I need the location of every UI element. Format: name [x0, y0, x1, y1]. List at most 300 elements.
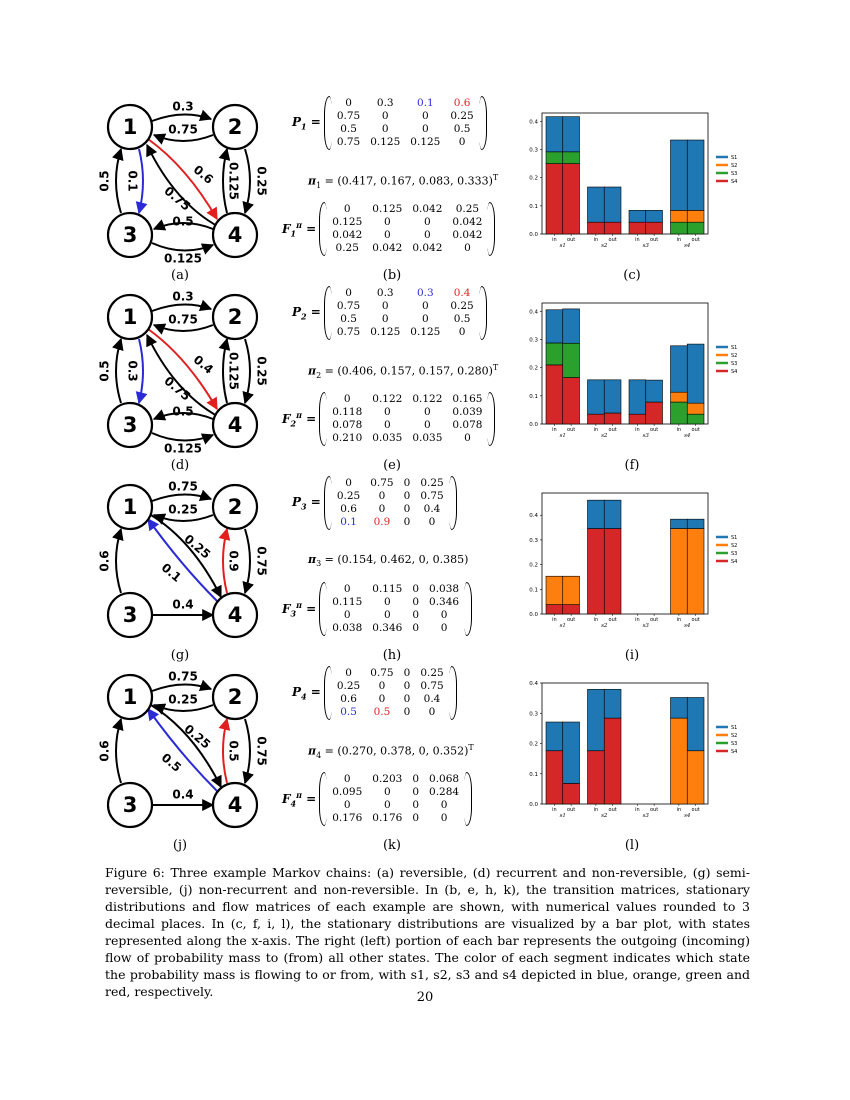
matrix-cell: 0 — [421, 110, 429, 122]
svg-text:S2: S2 — [731, 353, 738, 359]
matrix-cell: 0.5 — [453, 313, 471, 325]
edge-label-1-3: 0.1 — [125, 170, 140, 192]
bar-segment — [588, 689, 605, 750]
bar-segment — [546, 722, 563, 751]
subfigure-label: (d) — [170, 458, 190, 473]
figure-caption: Figure 6: Three example Markov chains: (a) reversible, (d) recurrent and non-reversible, (g) semi-reversible, (j) non-recurrent and non-reversible. In (b, e, h, k), the transition matrices, stationary distributions and flow matrices of each example are shown, with numerical values rounded to 3 decimal places. In (c, f, i, l), the stationary distributions are visualized by a bar plot, with states represented along the x-axis. The right (left) portion of each bar represents the outgoing (incoming) flow of probability mass to (from) all other states. The color of each segment indicates which state the probability mass is flowing to or from, with s1, s2, s3 and s4 depicted in blue, orange, green and red, respectively. — [105, 865, 750, 999]
bar-segment — [546, 117, 563, 152]
svg-text:2: 2 — [227, 685, 243, 709]
matrix-cell: 0 — [440, 609, 448, 621]
matrix-cell: 0.125 — [370, 136, 401, 148]
matrix-cell: 0 — [383, 406, 391, 418]
svg-text:S3: S3 — [731, 741, 738, 747]
stationary-distribution: $\pi_3 = (0.154$, 0.462, 0, 0.385) — [308, 553, 469, 569]
matrix-cell: 0.118 — [332, 406, 363, 418]
bar-segment — [588, 500, 605, 528]
matrix-cell: 0 — [464, 242, 471, 254]
matrix-cell: 0 — [424, 419, 431, 431]
matrix-cell: 0.25 — [335, 242, 359, 254]
matrix-cell: 0.122 — [372, 393, 403, 405]
matrix-cell: 0 — [383, 419, 391, 431]
matrix-cell: 0 — [428, 706, 436, 718]
x-category-label: s4 — [684, 813, 691, 819]
bar-segment — [563, 378, 580, 424]
state-node-2 — [213, 105, 257, 149]
edge-1-2 — [152, 114, 211, 121]
bar-side-label: in — [676, 807, 682, 813]
edge-4-1 — [148, 519, 217, 601]
matrix-cell: 0.122 — [412, 393, 443, 405]
matrix-cell: 0.068 — [429, 773, 460, 785]
stationary-distribution: $\pi_4 = (0.270$, 0.378, 0, 0.352)$^T$ — [308, 743, 474, 760]
y-tick-label: 0.4 — [529, 513, 538, 520]
bar-segment — [671, 519, 688, 528]
edge-label-1-4: 0.25 — [181, 721, 214, 752]
y-tick-label: 0.0 — [529, 232, 538, 238]
matrix-cell: 0.5 — [373, 706, 391, 718]
matrix-cell: 0.5 — [340, 706, 357, 718]
bar-segment — [646, 222, 663, 234]
bar-side-label: out — [608, 427, 617, 433]
edge-label-1-2: 0.3 — [172, 99, 194, 114]
flow-matrix: $F_4^\pi$ = 0 0.203 0 0.068 0.095 0 0 0.284 0 0 0 0 0.176 0.176 0 0 — [282, 773, 471, 825]
x-category-label: s2 — [601, 243, 608, 249]
svg-text:3: 3 — [122, 223, 138, 247]
svg-text:S2: S2 — [731, 543, 738, 549]
edge-4-2 — [223, 339, 227, 403]
markov-graph — [75, 95, 275, 275]
bar-segment — [563, 117, 580, 152]
subfigure-label: (k) — [382, 838, 402, 853]
matrix-cell: 0 — [403, 477, 411, 489]
bar-side-label: in — [552, 617, 557, 623]
edge-label-3-4: 0.4 — [172, 787, 194, 802]
matrix-cell: 0.3 — [376, 97, 394, 109]
flow-matrix: $F_3^\pi$ = 0 0.115 0 0.038 0.115 0 0 0.346 0 0 0 0 0.038 0.346 0 0 — [282, 583, 471, 635]
matrix-cell: 0.1 — [416, 97, 434, 109]
markov-graph — [75, 665, 275, 845]
matrix-cell: 0 — [403, 706, 411, 718]
bar-side-label: in — [593, 237, 599, 243]
y-tick-label: 0.1 — [529, 393, 538, 400]
svg-text:S4: S4 — [731, 559, 738, 565]
svg-text:S2: S2 — [731, 163, 738, 169]
subfigure-label: (i) — [624, 648, 640, 663]
matrix-cell: 0.25 — [420, 667, 444, 679]
bar-segment — [646, 380, 663, 402]
edge-label-3-4: 0.4 — [172, 597, 194, 612]
bar-segment — [629, 210, 646, 222]
y-tick-label: 0.0 — [529, 612, 538, 618]
bar-segment — [604, 500, 621, 528]
bar-segment — [604, 380, 621, 413]
bar-segment — [563, 783, 580, 804]
bar-segment — [671, 210, 688, 222]
bar-segment — [687, 751, 704, 804]
edge-label-4-1: 0.75 — [161, 183, 194, 214]
y-tick-label: 0.3 — [529, 337, 538, 344]
matrix-cell: 0 — [458, 326, 466, 338]
matrix-cell: 0.095 — [332, 786, 363, 798]
bar-segment — [687, 403, 704, 414]
matrix-cell: 0.25 — [336, 490, 361, 502]
matrix-cell: 0 — [403, 490, 411, 502]
edge-label-2-1: 0.75 — [168, 312, 198, 327]
bar-segment — [687, 519, 704, 528]
bar-segment — [687, 210, 704, 222]
bar-segment — [546, 343, 563, 365]
edge-label-3-1: 0.6 — [97, 740, 112, 762]
matrix-cell: 0 — [345, 97, 352, 109]
matrix-cell: 0.210 — [332, 432, 363, 444]
edge-2-4 — [245, 529, 250, 593]
edge-2-4 — [245, 719, 250, 783]
transition-matrix: $P_1$ = 0 0.3 0.1 0.6 0.75 0 0 0.25 0.5 0 0 0.5 0.75 0.125 0.125 0 — [292, 97, 486, 149]
edge-3-4 — [152, 433, 213, 441]
svg-text:3: 3 — [122, 413, 138, 437]
svg-text:2: 2 — [227, 115, 243, 139]
bar-segment — [546, 152, 563, 164]
matrix-cell: 0.75 — [336, 136, 361, 148]
bar-segment — [604, 413, 621, 424]
edge-label-1-4: 0.4 — [190, 352, 216, 377]
markov-graph — [75, 475, 275, 655]
matrix-cell: 0.6 — [453, 97, 471, 109]
matrix-cell: 0 — [343, 203, 351, 215]
matrix-cell: 0.125 — [370, 326, 401, 338]
bar-segment — [563, 309, 580, 343]
matrix-cell: 0.25 — [455, 203, 480, 215]
bar-side-label: in — [676, 427, 682, 433]
matrix-cell: 0 — [428, 516, 436, 528]
bar-segment — [671, 346, 688, 392]
svg-text:S2: S2 — [731, 733, 738, 739]
bar-segment — [646, 210, 663, 222]
edge-label-4-1: 0.5 — [158, 750, 184, 775]
matrix-cell: 0 — [381, 300, 389, 312]
svg-text:S3: S3 — [731, 361, 738, 367]
matrix-cell: 0 — [378, 680, 386, 692]
svg-text:3: 3 — [122, 603, 138, 627]
matrix-cell: 0 — [440, 622, 448, 634]
matrix-cell: 0.125 — [410, 326, 441, 338]
bar-segment — [604, 222, 621, 234]
svg-text:3: 3 — [122, 793, 138, 817]
bar-segment — [563, 722, 580, 783]
bar-segment — [546, 576, 563, 604]
bar-side-label: out — [650, 617, 659, 623]
matrix-cell: 0.042 — [412, 203, 443, 215]
y-tick-label: 0.2 — [529, 175, 538, 182]
bar-side-label: out — [567, 427, 576, 433]
edge-label-4-3: 0.5 — [172, 404, 194, 419]
bar-segment — [563, 343, 580, 377]
edge-label-2-1: 0.75 — [168, 122, 198, 137]
state-node-3 — [108, 593, 152, 637]
bar-side-label: in — [593, 807, 599, 813]
matrix-cell: 0.25 — [450, 110, 474, 122]
stationary-distribution: $\pi_1 = (0.417$, 0.167, 0.083, 0.333)$^T$ — [308, 173, 499, 190]
matrix-cell: 0 — [458, 136, 466, 148]
bar-side-label: out — [691, 807, 700, 813]
subfigure-label: (g) — [170, 648, 190, 663]
edge-3-4 — [152, 243, 213, 251]
svg-text:1: 1 — [122, 115, 138, 139]
bar-segment — [604, 187, 621, 222]
bar-side-label: in — [635, 237, 640, 243]
svg-text:2: 2 — [227, 305, 243, 329]
edge-1-2 — [152, 684, 211, 691]
bar-segment — [546, 751, 563, 804]
matrix-cell: 0.176 — [372, 812, 403, 824]
bar-side-label: in — [676, 617, 682, 623]
matrix-cell: 0 — [421, 313, 429, 325]
matrix-cell: 0 — [383, 786, 391, 798]
matrix-cell: 0.125 — [410, 136, 441, 148]
bar-segment — [671, 140, 688, 210]
matrix-cell: 0.6 — [340, 693, 357, 705]
matrix-cell: 0 — [378, 490, 386, 502]
chart-legend — [716, 535, 737, 565]
bar-segment — [563, 605, 580, 614]
subfigure-label: (l) — [624, 838, 640, 853]
bar-segment — [588, 380, 605, 414]
matrix-cell: 0.75 — [420, 490, 444, 502]
subfigure-label: (f) — [624, 458, 640, 473]
edge-3-1 — [116, 719, 121, 783]
bar-segment — [588, 529, 605, 614]
matrix-cell: 0.125 — [372, 203, 403, 215]
x-category-label: s2 — [601, 623, 608, 629]
matrix-cell: 0.346 — [372, 622, 403, 634]
bar-side-label: out — [567, 617, 576, 623]
bar-side-label: out — [650, 807, 659, 813]
edge-label-4-2: 0.125 — [226, 352, 241, 390]
svg-text:4: 4 — [227, 603, 243, 627]
chart-legend — [716, 725, 737, 755]
matrix-cell: 0 — [381, 313, 389, 325]
svg-text:1: 1 — [122, 495, 138, 519]
subfigure-label: (a) — [171, 268, 189, 283]
matrix-cell: 0.176 — [332, 812, 363, 824]
matrix-cell: 0.346 — [429, 596, 460, 608]
state-node-2 — [213, 485, 257, 529]
bar-side-label: out — [608, 617, 617, 623]
matrix-cell: 0 — [403, 680, 411, 692]
bar-segment — [671, 529, 688, 614]
bar-side-label: out — [608, 237, 617, 243]
matrix-cell: 0 — [381, 110, 389, 122]
flow-matrix: $F_1^\pi$ = 0 0.125 0.042 0.25 0.125 0 0 0.042 0.042 0 0 0.042 0.25 0.042 0.042 0 — [282, 203, 494, 255]
matrix-cell: 0.125 — [332, 216, 363, 228]
bar-segment — [546, 164, 563, 234]
bar-segment — [671, 698, 688, 719]
svg-text:2: 2 — [227, 495, 243, 519]
matrix-cell: 0.1 — [340, 516, 357, 528]
edge-4-1 — [148, 709, 217, 791]
bar-segment — [687, 529, 704, 614]
matrix-cell: 0 — [403, 516, 411, 528]
stationary-distribution: $\pi_2 = (0.406$, 0.157, 0.157, 0.280)$^T$ — [308, 363, 499, 380]
matrix-cell: 0.4 — [453, 287, 471, 299]
matrix-cell: 0 — [383, 596, 391, 608]
x-category-label: s1 — [559, 243, 566, 249]
state-node-4 — [213, 593, 257, 637]
bar-segment — [588, 222, 605, 234]
bar-segment — [671, 222, 688, 234]
edge-label-1-4: 0.25 — [181, 531, 214, 562]
matrix-cell: 0 — [343, 393, 351, 405]
bar-side-label: out — [608, 807, 617, 813]
bar-segment — [671, 392, 688, 402]
bar-segment — [671, 402, 688, 424]
bar-segment — [588, 751, 605, 804]
bar-segment — [629, 222, 646, 234]
edge-2-4 — [245, 339, 250, 403]
flow-bar-chart — [520, 295, 760, 455]
svg-text:4: 4 — [227, 223, 243, 247]
bar-segment — [563, 152, 580, 164]
state-node-2 — [213, 295, 257, 339]
matrix-cell: 0.3 — [376, 287, 394, 299]
edge-label-1-4: 0.6 — [190, 162, 216, 187]
bar-side-label: out — [567, 237, 576, 243]
matrix-cell: 0 — [345, 477, 352, 489]
matrix-cell: 0 — [412, 622, 420, 634]
svg-text:4: 4 — [227, 793, 243, 817]
flow-bar-chart — [520, 485, 760, 645]
matrix-cell: 0.75 — [336, 300, 361, 312]
bar-segment — [687, 698, 704, 751]
state-node-4 — [213, 403, 257, 447]
flow-bar-chart — [520, 105, 760, 265]
edge-label-4-2: 0.9 — [226, 550, 241, 572]
matrix-cell: 0.75 — [420, 680, 444, 692]
y-tick-label: 0.3 — [529, 537, 538, 544]
edge-4-2 — [223, 719, 227, 783]
edge-2-4 — [245, 149, 250, 213]
matrix-cell: 0 — [345, 667, 352, 679]
svg-text:S1: S1 — [731, 155, 738, 161]
matrix-cell: 0.042 — [332, 229, 363, 241]
bar-segment — [629, 414, 646, 424]
bar-side-label: in — [635, 427, 640, 433]
bar-segment — [687, 414, 704, 424]
matrix-cell: 0 — [343, 609, 351, 621]
matrix-cell: 0.038 — [332, 622, 363, 634]
matrix-cell: 0.75 — [370, 667, 394, 679]
matrix-cell: 0 — [412, 583, 420, 595]
chart-legend — [716, 345, 737, 375]
edge-4-2 — [223, 149, 227, 213]
bar-side-label: in — [552, 427, 557, 433]
bar-side-label: out — [650, 237, 659, 243]
bar-side-label: out — [691, 427, 700, 433]
bar-segment — [687, 344, 704, 403]
matrix-cell: 0 — [424, 406, 431, 418]
edge-label-2-4: 0.25 — [254, 166, 269, 196]
edge-label-1-2: 0.3 — [172, 289, 194, 304]
bar-segment — [671, 718, 688, 804]
y-tick-label: 0.2 — [529, 365, 538, 372]
matrix-cell: 0.3 — [416, 287, 434, 299]
bar-side-label: in — [552, 807, 557, 813]
state-node-4 — [213, 213, 257, 257]
x-category-label: s3 — [642, 433, 649, 439]
bar-segment — [604, 529, 621, 614]
x-category-label: s4 — [684, 433, 691, 439]
y-tick-label: 0.1 — [529, 771, 538, 778]
svg-text:S1: S1 — [731, 535, 738, 541]
edge-label-1-2: 0.75 — [168, 669, 198, 684]
state-node-4 — [213, 783, 257, 827]
bar-segment — [563, 576, 580, 604]
matrix-cell: 0.042 — [372, 242, 403, 254]
bar-segment — [604, 718, 621, 804]
x-category-label: s2 — [601, 433, 608, 439]
svg-text:1: 1 — [122, 305, 138, 329]
bar-side-label: in — [635, 617, 640, 623]
matrix-cell: 0 — [412, 799, 420, 811]
matrix-cell: 0 — [383, 609, 391, 621]
matrix-cell: 0.115 — [332, 596, 363, 608]
svg-text:4: 4 — [227, 413, 243, 437]
svg-text:S3: S3 — [731, 551, 738, 557]
matrix-cell: 0 — [412, 773, 420, 785]
matrix-cell: 0.078 — [452, 419, 483, 431]
transition-matrix: $P_4$ = 0 0.75 0 0.25 0.25 0 0 0.75 0.6 0 0 0.4 0.5 0.5 0 0 — [292, 667, 456, 719]
edge-label-4-1: 0.75 — [161, 373, 194, 404]
bar-segment — [588, 187, 605, 222]
matrix-cell: 0.75 — [336, 326, 361, 338]
edge-1-4 — [151, 705, 221, 787]
flow-matrix: $F_2^\pi$ = 0 0.122 0.122 0.165 0.118 0 0 0.039 0.078 0 0 0.078 0.210 0.035 0.035 0 — [282, 393, 494, 445]
matrix-cell: 0.4 — [423, 693, 441, 705]
bar-side-label: in — [593, 427, 599, 433]
edge-label-3-1: 0.5 — [97, 170, 112, 192]
bar-segment — [563, 164, 580, 234]
matrix-cell: 0 — [440, 799, 448, 811]
edge-label-4-2: 0.5 — [226, 740, 241, 762]
matrix-cell: 0 — [412, 812, 420, 824]
y-tick-label: 0.0 — [529, 802, 538, 808]
matrix-cell: 0.5 — [453, 123, 471, 135]
svg-text:S1: S1 — [731, 725, 738, 731]
x-category-label: s1 — [559, 433, 566, 439]
subfigure-label: (j) — [172, 838, 188, 853]
matrix-cell: 0 — [378, 693, 386, 705]
markov-graph — [75, 285, 275, 465]
matrix-cell: 0 — [383, 216, 391, 228]
subfigure-label: (e) — [383, 458, 401, 473]
matrix-cell: 0 — [464, 432, 471, 444]
state-node-1 — [108, 675, 152, 719]
subfigure-label: (c) — [623, 268, 641, 283]
edge-label-4-2: 0.125 — [226, 162, 241, 200]
edge-label-1-3: 0.3 — [125, 360, 140, 382]
matrix-cell: 0.75 — [336, 110, 361, 122]
state-node-3 — [108, 213, 152, 257]
matrix-cell: 0 — [343, 799, 351, 811]
svg-text:S4: S4 — [731, 749, 738, 755]
y-tick-label: 0.0 — [529, 422, 538, 428]
matrix-cell: 0.284 — [429, 786, 460, 798]
matrix-cell: 0.4 — [423, 503, 441, 515]
x-category-label: s3 — [642, 243, 649, 249]
svg-text:1: 1 — [122, 685, 138, 709]
matrix-cell: 0 — [412, 609, 420, 621]
edge-label-1-2: 0.75 — [168, 479, 198, 494]
